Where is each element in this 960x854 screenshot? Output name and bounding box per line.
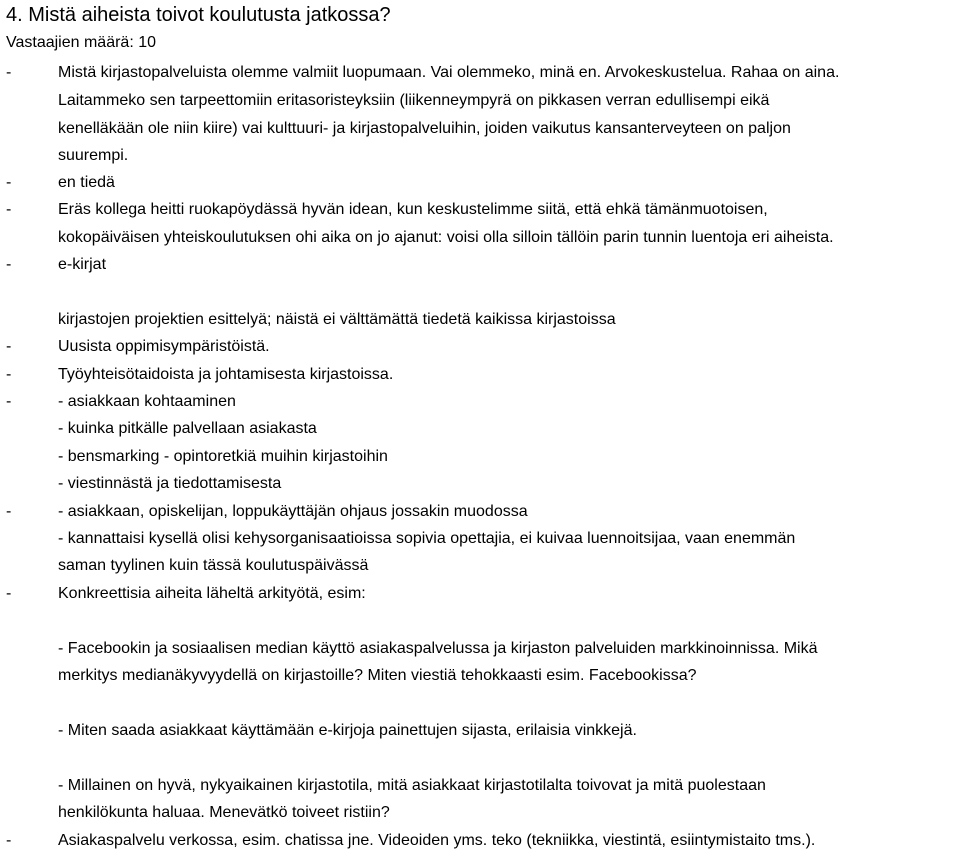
bullet-dash: -	[6, 338, 12, 355]
response-line: kirjastojen projektien esittelyä; näistä ei välttämättä tiedetä kaikissa kirjastoissa	[58, 311, 616, 328]
response-line: - bensmarking - opintoretkiä muihin kirjastoihin	[58, 448, 388, 465]
response-line: - kuinka pitkälle palvellaan asiakasta	[58, 420, 317, 437]
bullet-dash: -	[6, 256, 12, 273]
response-line: Eräs kollega heitti ruokapöydässä hyvän idean, kun keskustelimme siitä, että ehkä tämänmuotoisen,	[58, 201, 768, 218]
bullet-dash: -	[6, 366, 12, 383]
bullet-dash: -	[6, 174, 12, 191]
response-line: kenelläkään ole niin kiire) vai kulttuuri- ja kirjastopalveluihin, joiden vaikutus kansanterveyteen on paljon	[58, 120, 791, 137]
response-line: merkitys medianäkyvyydellä on kirjastoille? Miten viestiä tehokkaasti esim. Facebookissa?	[58, 667, 697, 684]
response-line: Uusista oppimisympäristöistä.	[58, 338, 270, 355]
response-line: - asiakkaan, opiskelijan, loppukäyttäjän ohjaus jossakin muodossa	[58, 503, 528, 520]
response-line: - asiakkaan kohtaaminen	[58, 393, 236, 410]
response-line: - Millainen on hyvä, nykyaikainen kirjastotila, mitä asiakkaat kirjastotilalta toivovat ja mitä puolestaan	[58, 777, 766, 794]
response-line: kokopäiväisen yhteiskoulutuksen ohi aika on jo ajanut: voisi olla silloin tällöin parin tunnin luentoja eri aiheista.	[58, 229, 834, 246]
respondent-count: Vastaajien määrä: 10	[6, 34, 157, 51]
bullet-dash: -	[6, 201, 12, 218]
bullet-dash: -	[6, 503, 12, 520]
response-line: saman tyylinen kuin tässä koulutuspäivässä	[58, 557, 369, 574]
response-line: henkilökunta haluaa. Menevätkö toiveet ristiin?	[58, 804, 390, 821]
response-line: en tiedä	[58, 174, 115, 191]
response-line: - Facebookin ja sosiaalisen median käyttö asiakaspalvelussa ja kirjaston palveluiden markkinoinnissa. Mikä	[58, 640, 818, 657]
response-line: - viestinnästä ja tiedottamisesta	[58, 475, 282, 492]
question-title: 4. Mistä aiheista toivot koulutusta jatkossa?	[6, 4, 391, 26]
response-line: Asiakaspalvelu verkossa, esim. chatissa jne. Videoiden yms. teko (tekniikka, viestintä, esiintymistaito tms.).	[58, 832, 816, 849]
bullet-dash: -	[6, 393, 12, 410]
response-line: Konkreettisia aiheita läheltä arkityötä, esim:	[58, 585, 366, 602]
response-line: - kannattaisi kysellä olisi kehysorganisaatioissa sopivia opettajia, ei kuivaa luennoitsijaa, vaan enemmän	[58, 530, 796, 547]
response-line: Mistä kirjastopalveluista olemme valmiit luopumaan. Vai olemmeko, minä en. Arvokeskustelua. Rahaa on aina.	[58, 64, 840, 81]
bullet-dash: -	[6, 64, 12, 81]
response-line: Laitammeko sen tarpeettomiin eritasoristeyksiin (liikenneympyrä on pikkasen verran edullisempi eikä	[58, 92, 770, 109]
response-line: suurempi.	[58, 147, 129, 164]
response-line: e-kirjat	[58, 256, 107, 273]
response-line: - Miten saada asiakkaat käyttämään e-kirjoja painettujen sijasta, erilaisia vinkkejä.	[58, 722, 637, 739]
bullet-dash: -	[6, 832, 12, 849]
bullet-dash: -	[6, 585, 12, 602]
response-line: Työyhteisötaidoista ja johtamisesta kirjastoissa.	[58, 366, 394, 383]
